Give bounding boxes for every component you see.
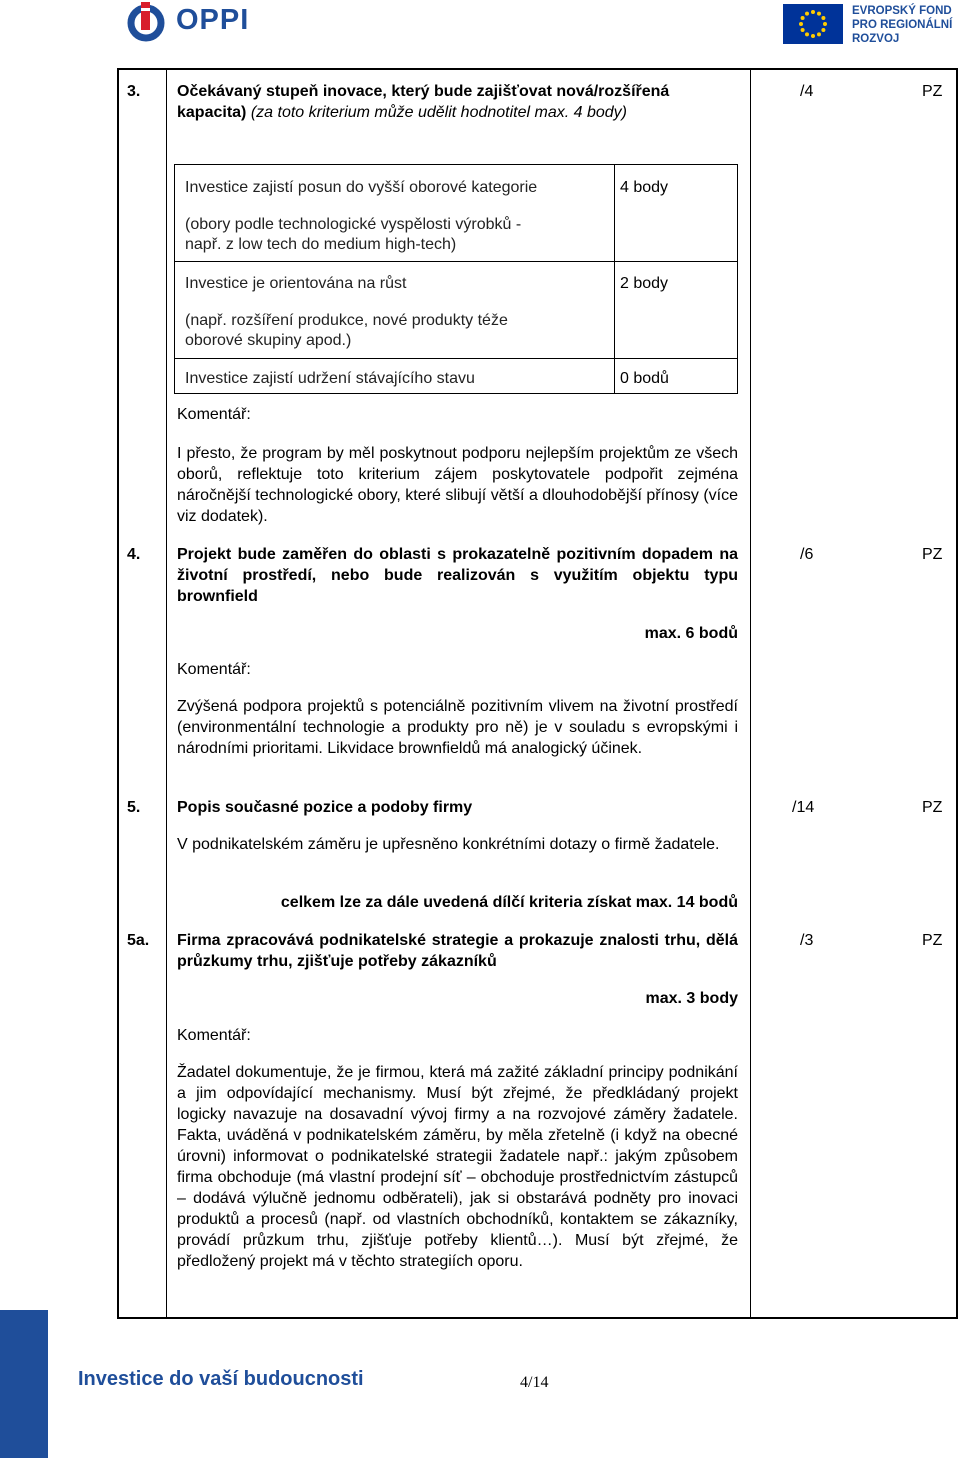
section-title: Projekt bude zaměřen do oblasti s prokazatelně pozitivním dopadem na životní prostředí, nebo bude realizován s využitím objektu typu brownfield — [177, 546, 738, 605]
comment-label: Komentář: — [177, 1027, 251, 1044]
criteria-table-bottom — [174, 393, 738, 394]
criterion-text: Investice je orientována na růst — [185, 275, 407, 292]
comment-label: Komentář: — [177, 661, 251, 678]
table-column-divider — [750, 70, 751, 1317]
section-score: /4 — [800, 83, 814, 100]
comment-label: Komentář: — [177, 406, 251, 423]
eu-fund-line: ROZVOJ — [852, 33, 900, 45]
section-pz: PZ — [922, 932, 943, 949]
oppi-logo-text: OPPI — [176, 4, 250, 36]
eu-fund-label — [852, 4, 952, 46]
section-title: Popis současné pozice a podoby firmy — [177, 799, 473, 816]
section-text: V podnikatelském záměru je upřesněno konkrétními dotazy o firmě žadatele. — [177, 836, 720, 853]
criterion-text: oborové skupiny apod.) — [185, 332, 352, 349]
oppi-logo — [126, 2, 170, 44]
criterion-text: Investice zajistí udržení stávajícího stavu — [185, 370, 475, 387]
page-number: 4/14 — [520, 1374, 549, 1391]
section-title-text: Očekávaný stupeň inovace, který bude zajišťovat nová/rozšířená kapacita) — [177, 83, 670, 121]
table-column-divider — [166, 70, 167, 1317]
section-total-points: celkem lze za dále uvedená dílčí kriteria získat max. 14 bodů — [280, 894, 738, 911]
section-number: 3. — [127, 83, 141, 100]
section-pz: PZ — [922, 546, 943, 563]
section-score: /14 — [792, 799, 815, 816]
criterion-text: (obory podle technologické vyspělosti výrobků - — [185, 216, 522, 233]
section-title: Firma zpracovává podnikatelské strategie a prokazuje znalosti trhu, dělá průzkumy trhu, zjišťuje potřeby zákazníků — [177, 932, 738, 970]
eu-flag-icon — [783, 4, 843, 44]
footer-accent-bar — [0, 1310, 48, 1458]
comment-text: Zvýšená podpora projektů s potenciálně pozitivním vlivem na životní prostředí (environmentální technologie a produkty pro ně) je v souladu s evropskými i národními prioritami. Likvidace brownfieldů má analogický účinek. — [177, 698, 738, 757]
criterion-text: Investice zajistí posun do vyšší oborové kategorie — [185, 179, 538, 196]
section-score: /3 — [800, 932, 814, 949]
footer-slogan: Investice do vaší budoucnosti — [78, 1368, 364, 1390]
section-max-points: max. 6 bodů — [644, 625, 738, 642]
criterion-points: 0 bodů — [620, 370, 669, 387]
section-pz: PZ — [922, 83, 943, 100]
criterion-points: 4 body — [620, 179, 669, 196]
criterion-text: např. z low tech do medium high-tech) — [185, 236, 457, 253]
criterion-text: (např. rozšíření produkce, nové produkty téže — [185, 312, 508, 329]
eu-fund-line: PRO REGIONÁLNÍ — [852, 19, 953, 31]
comment-text: Žadatel dokumentuje, že je firmou, která má zažité základní principy podnikání a jim odpovídající mechanismy. Musí být zřejmé, že předkládaný projekt logicky navazuje na dosavadní vývoj firmy a na rozvojové záměry žadatele. Fakta, uváděná v podnikatelském záměru, by měla zřetelně (i když na obecné úrovni) informovat o podnikatelské strategii žadatele např.: jakým způsobem firma obchoduje (má vlastní prodejní síť – obchoduje prostřednictvím zástupců – dodává výlučně jednomu odběrateli), jak si obstarává podněty pro inovaci produktů a procesů (např. od vlastních obchodníků, kontaktem se zákazníky, provádí průzkum trhu, zjišťuje potřeby klientů…). Musí být zřejmé, že předložený projekt má v těchto strategiích oporu. — [177, 1064, 738, 1270]
eu-fund-line: EVROPSKÝ FOND — [852, 5, 952, 17]
section-number: 5. — [127, 799, 141, 816]
criterion-points: 2 body — [620, 275, 669, 292]
eu-flag — [783, 4, 843, 44]
section-pz: PZ — [922, 799, 943, 816]
oppi-logo-icon — [126, 2, 170, 44]
section-max-points: max. 3 body — [645, 990, 738, 1007]
section-score: /6 — [800, 546, 814, 563]
section-title — [177, 81, 742, 123]
section-title-note: (za toto kriterium může udělit hodnotitel max. 4 body) — [250, 104, 627, 121]
comment-text: I přesto, že program by měl poskytnout podporu nejlepším projektům ze všech oborů, reflektuje toto kriterium zájem poskytovatele podpořit zejména náročnější technologické obory, které slibují větší a dlouhodobější přínosy (více viz dodatek). — [177, 445, 738, 525]
section-number: 5a. — [127, 932, 150, 949]
section-number: 4. — [127, 546, 141, 563]
